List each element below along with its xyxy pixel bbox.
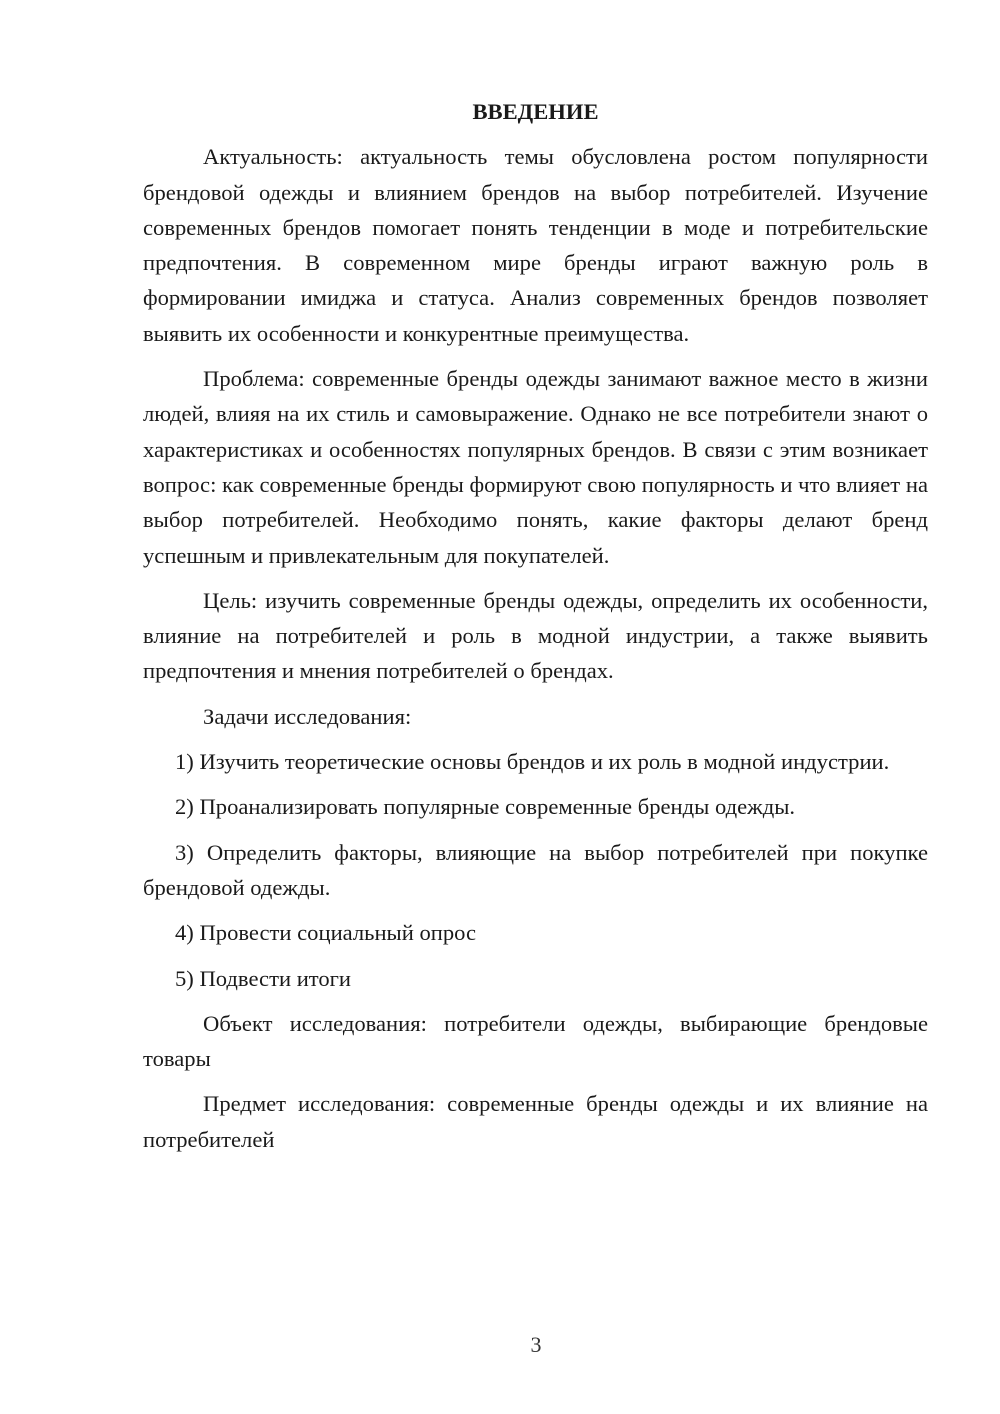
task-item-5: 5) Подвести итоги xyxy=(175,965,352,991)
tasks-heading: Задачи исследования: xyxy=(203,703,412,729)
task-item-3: 3) Определить факторы, влияющие на выбор потребителей при покупке брендовой одежды. xyxy=(143,839,928,900)
problem-paragraph: Проблема: современные бренды одежды занимают важное место в жизни людей, влияя на их стиль и самовыражение. Однако не все потребители знают о характеристиках и особенностях популярных брендов. В связи с этим возникает вопрос: как современные бренды формируют свою популярность и что влияет на выбор потребителей. Необходимо понять, какие факторы делают бренд успешным и привлекательным для покупателей. xyxy=(143,366,928,568)
task-item-1: 1) Изучить теоретические основы брендов и их роль в модной индустрии. xyxy=(175,749,890,775)
page-content xyxy=(143,94,928,1167)
relevance-paragraph: Актуальность: актуальность темы обусловлена ростом популярности брендовой одежды и влиянием брендов на выбор потребителей. Изучение современных брендов помогает понять тенденции в моде и потребительские предпочтения. В современном мире бренды играют важную роль в формировании имиджа и статуса. Анализ современных брендов позволяет выявить их особенности и конкурентные преимущества. xyxy=(143,144,928,346)
task-item-4: 4) Провести социальный опрос xyxy=(175,920,477,946)
object-paragraph: Объект исследования: потребители одежды, выбирающие брендовые товары xyxy=(143,1010,928,1072)
task-item-2: 2) Проанализировать популярные современные бренды одежды. xyxy=(175,794,796,820)
page-title: ВВЕДЕНИЕ xyxy=(472,99,599,124)
subject-paragraph: Предмет исследования: современные бренды одежды и их влияние на потребителей xyxy=(143,1091,928,1152)
page-number: 3 xyxy=(530,1332,542,1357)
goal-paragraph: Цель: изучить современные бренды одежды, определить их особенности, влияние на потребителей и роль в модной индустрии, а также выявить предпочтения и мнения потребителей о брендах. xyxy=(143,587,928,684)
